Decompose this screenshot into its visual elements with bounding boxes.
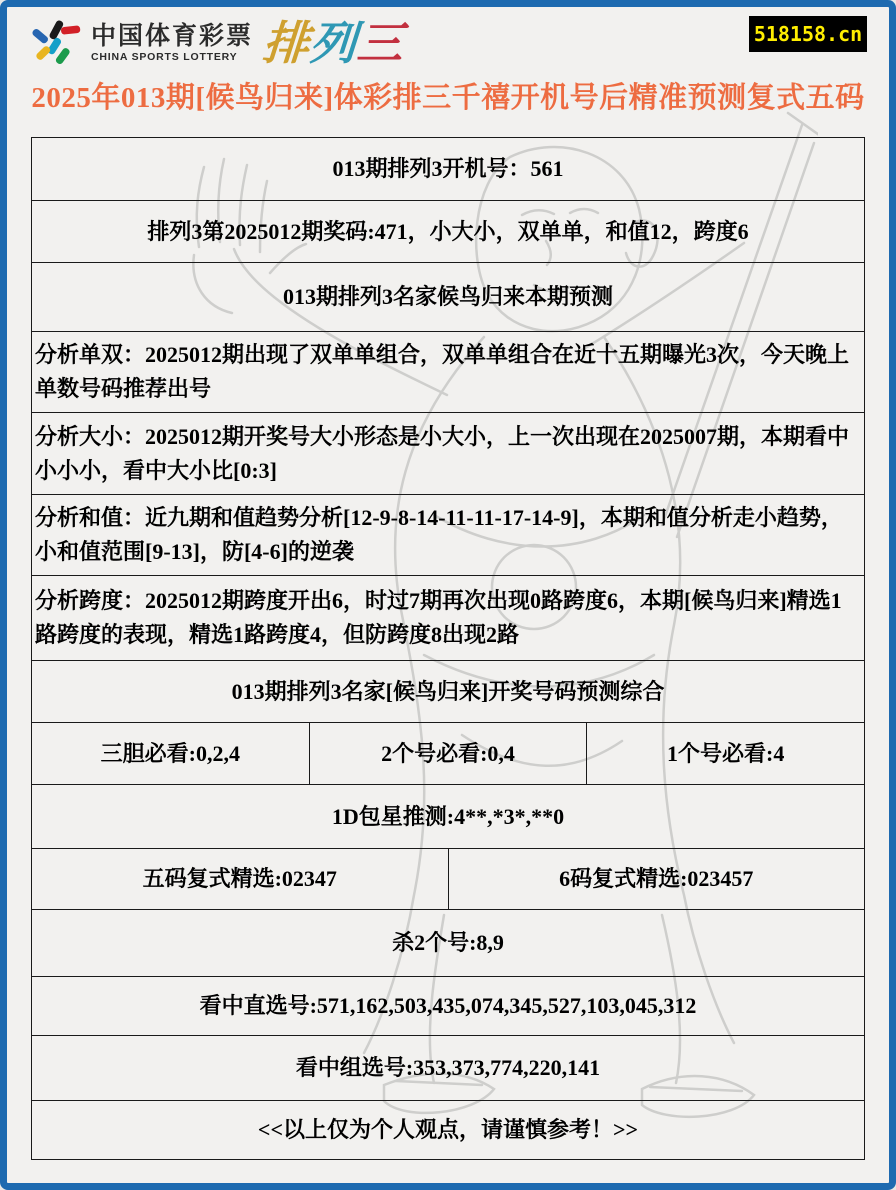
cell-six-code-fushi: 6码复式精选:023457 <box>448 849 865 909</box>
row-analysis-big-small: 分析大小：2025012期开奖号大小形态是小大小，上一次出现在2025007期，本期看中小小小，看中大小比[0:3] <box>32 412 864 494</box>
row-analysis-span: 分析跨度：2025012期跨度开出6，时过7期再次出现0路跨度6，本期[候鸟归来]精选1路跨度的表现，精选1路跨度4，但防跨度8出现2路 <box>32 575 864 660</box>
cell-one-number: 1个号必看:4 <box>586 723 864 784</box>
row-kaiji-number: 013期排列3开机号：561 <box>332 156 564 181</box>
prediction-table <box>31 137 865 1160</box>
page-title: 2025年013期[候鸟归来]体彩排三千禧开机号后精准预测复式五码 <box>31 82 865 114</box>
row-analysis-odd-even: 分析单双：2025012期出现了双单单组合，双单单组合在近十五期曝光3次，今天晚上单数号码推荐出号 <box>32 331 864 412</box>
sports-lottery-icon <box>31 19 81 67</box>
row-kill-numbers: 杀2个号:8,9 <box>32 909 864 976</box>
row-last-draw-result: 排列3第2025012期奖码:471，小大小，双单单，和值12，跨度6 <box>32 200 864 262</box>
cell-five-code-fushi: 五码复式精选:02347 <box>142 866 337 891</box>
row-section-title-summary: 013期排列3名家[候鸟归来]开奖号码预测综合 <box>32 660 864 722</box>
lottery-name-en: CHINA SPORTS LOTTERY <box>91 50 238 63</box>
row-analysis-sum-value: 分析和值：近九期和值趋势分析[12-9-8-14-11-11-17-14-9]，本期和值分析走小趋势，小和值范围[9-13]，防[4-6]的逆袭 <box>32 494 864 575</box>
brand-char-lie: 列 <box>308 17 359 69</box>
row-must-see-numbers <box>32 722 864 784</box>
row-1d-baoxing: 1D包星推测:4**,*3*,**0 <box>32 784 864 848</box>
brand-char-san: 三 <box>355 17 406 69</box>
pailie3-brand <box>261 17 406 69</box>
lottery-logo-text <box>91 21 254 63</box>
header <box>7 7 889 116</box>
lottery-name-cn: 中国体育彩票 <box>91 21 254 50</box>
brand-char-pai: 排 <box>261 17 312 69</box>
row-group-selection: 看中组选号:353,373,774,220,141 <box>32 1035 864 1100</box>
row-fushi-selection <box>32 848 864 909</box>
site-url-badge[interactable]: 518158.cn <box>749 16 867 52</box>
row-direct-selection: 看中直选号:571,162,503,435,074,345,527,103,045,312 <box>32 976 864 1035</box>
cell-three-dan: 三胆必看:0,2,4 <box>100 740 240 766</box>
cell-two-numbers: 2个号必看:0,4 <box>309 723 587 784</box>
row-disclaimer: <<以上仅为个人观点，请谨慎参考！>> <box>32 1100 864 1159</box>
row-section-title-prediction: 013期排列3名家候鸟归来本期预测 <box>32 262 864 331</box>
